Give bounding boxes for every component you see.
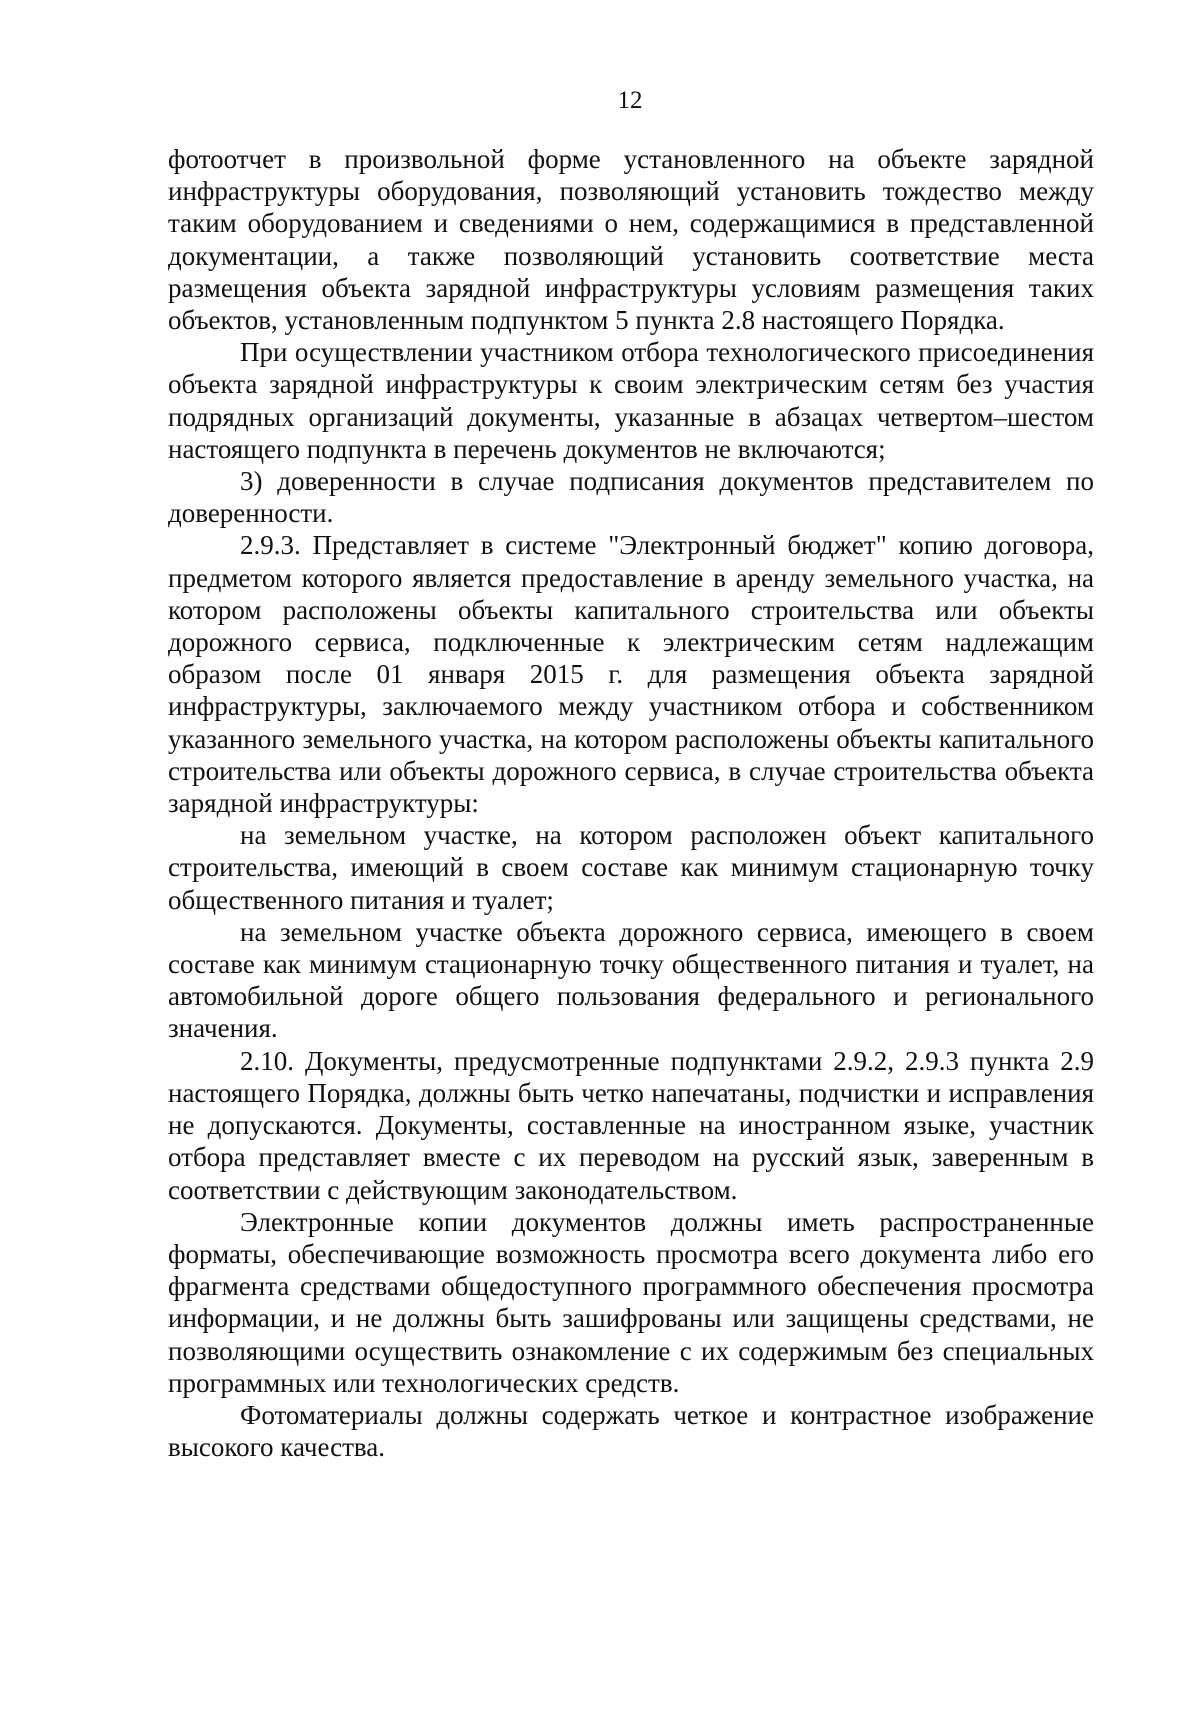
- paragraph-2-9-3: 2.9.3. Представляет в системе "Электронный бюджет" копию договора, предметом которого является предоставление в аренду земельного участка, на котором расположены объекты капитального строительства или объекты дорожного сервиса, подключенные к электрическим сетям надлежащим образом после 01 января 2015 г. для размещения объекта зарядной инфраструктуры, заключаемого между участником отбора и собственником указанного земельного участка, на котором расположены объекты капитального строительства или объекты дорожного сервиса, в случае строительства объекта зарядной инфраструктуры:: [168, 530, 1094, 819]
- paragraph-photo-report: фотоотчет в произвольной форме установленного на объекте зарядной инфраструктуры оборудования, позволяющий установить тождество между таким оборудованием и сведениями о нем, содержащимися в представленной документации, а также позволяющий установить соответствие места размещения объекта зарядной инфраструктуры условиям размещения таких объектов, установленным подпунктом 5 пункта 2.8 настоящего Порядка.: [168, 144, 1094, 336]
- paragraph-grid-connection: При осуществлении участником отбора технологического присоединения объекта зарядной инфраструктуры к своим электрическим сетям без участия подрядных организаций документы, указанные в абзацах четвертом–шестом настоящего подпункта в перечень документов не включаются;: [168, 337, 1094, 464]
- paragraph-electronic-copies: Электронные копии документов должны иметь распространенные форматы, обеспечивающие возможность просмотра всего документа либо его фрагмента средствами общедоступного программного обеспечения просмотра информации, и не должны быть зашифрованы или защищены средствами, не позволяющими осуществить ознакомление с их содержимым без специальных программных или технологических средств.: [168, 1206, 1094, 1398]
- paragraph-capital-construction-site: на земельном участке, на котором расположен объект капитального строительства, имеющий в своем составе как минимум стационарную точку общественного питания и туалет;: [168, 820, 1094, 915]
- paragraph-photo-materials: Фотоматериалы должны содержать четкое и контрастное изображение высокого качества.: [168, 1399, 1094, 1463]
- paragraph-road-service-site: на земельном участке объекта дорожного сервиса, имеющего в своем составе как минимум стационарную точку общественного питания и туалет, на автомобильной дороге общего пользования федерального и регионального значения.: [168, 916, 1094, 1044]
- page-number: 12: [617, 87, 643, 114]
- document-body: [168, 143, 1094, 1463]
- paragraph-power-of-attorney: 3) доверенности в случае подписания документов представителем по доверенности.: [168, 466, 1094, 529]
- paragraph-2-10: 2.10. Документы, предусмотренные подпунктами 2.9.2, 2.9.3 пункта 2.9 настоящего Порядка, должны быть четко напечатаны, подчистки и исправления не допускаются. Документы, составленные на иностранном языке, участник отбора представляет вместе с их переводом на русский язык, заверенным в соответствии с действующим законодательством.: [168, 1045, 1094, 1205]
